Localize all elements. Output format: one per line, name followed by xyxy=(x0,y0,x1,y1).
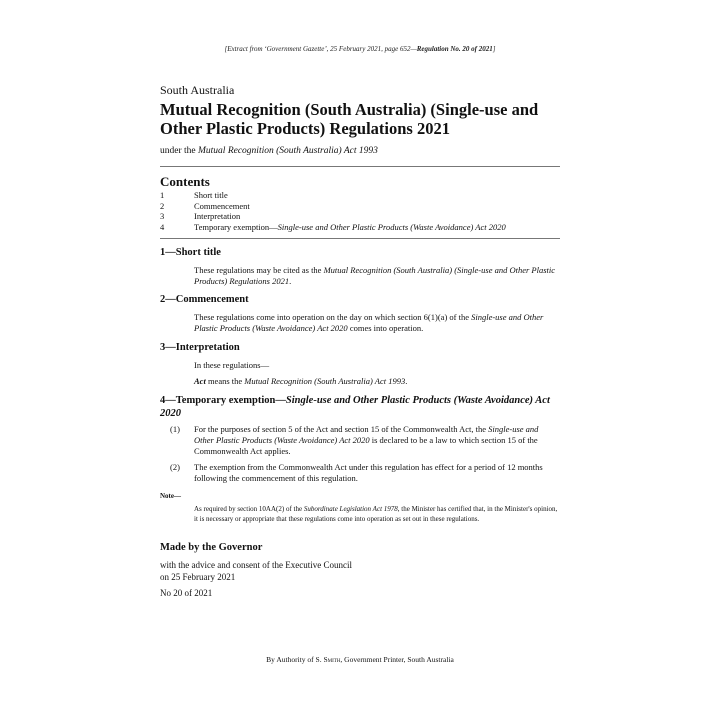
enabling-act-name: Mutual Recognition (South Australia) Act 1993 xyxy=(198,146,378,156)
toc-item-number: 1 xyxy=(160,190,165,200)
note-text: As required by section 10AA(2) of the Subordinate Legislation Act 1978, the Minister has certified that, in the Minister's opinion, it is necessary or appropriate that these regulations come into operation as set out in these regulations. xyxy=(194,505,558,523)
gazette-extract-header xyxy=(0,45,720,53)
toc-item-label: Temporary exemption—Single-use and Other Plastic Products (Waste Avoidance) Act 2020 xyxy=(194,221,506,232)
regulation-title: Mutual Recognition (South Australia) (Single-use and Other Plastic Products) Regulations 2021 xyxy=(160,100,539,138)
under-prefix: under the xyxy=(160,146,198,156)
subsection-text: For the purposes of section 5 of the Act and section 15 of the Commonwealth Act, the Single-use and Other Plastic Products (Waste Avoidance) Act 2020 is declared to be a law to which section 15 of the Commonwealth Act applies. xyxy=(194,424,539,456)
toc-item-label: Short title xyxy=(194,190,228,200)
toc-item-label: Interpretation xyxy=(194,211,241,221)
section-heading-interpretation: 3—Interpretation xyxy=(160,342,240,353)
contents-heading: Contents xyxy=(160,174,210,189)
subsection-number: (1) xyxy=(170,424,180,434)
definition-act: Act means the Mutual Recognition (South Australia) Act 1993. xyxy=(194,376,408,386)
toc-item[interactable] xyxy=(160,190,560,201)
extract-suffix: ] xyxy=(492,45,496,53)
subsection-number: (2) xyxy=(170,462,180,472)
made-line-advice: with the advice and consent of the Executive Council xyxy=(160,560,352,570)
note-label: Note— xyxy=(160,492,181,500)
toc-item[interactable] xyxy=(160,211,560,222)
divider-contents xyxy=(160,238,560,239)
extract-prefix: [Extract from ‘Government Gazette’, 25 February 2021, page 652— xyxy=(224,45,417,53)
enabling-act-line xyxy=(160,146,378,156)
toc-item[interactable] xyxy=(160,201,560,212)
section-3-intro: In these regulations— xyxy=(194,360,270,370)
section-heading-short-title: 1—Short title xyxy=(160,247,221,258)
toc-item-number: 2 xyxy=(160,200,165,211)
section-heading-commencement: 2—Commencement xyxy=(160,294,249,305)
section-1-text: These regulations may be cited as the Mutual Recognition (South Australia) (Single-use and Other Plastic Products) Regulations 2021. xyxy=(194,265,556,286)
subsection-text: The exemption from the Commonwealth Act under this regulation has effect for a period of 12 months following the commencement of this regulation. xyxy=(194,462,543,483)
jurisdiction: South Australia xyxy=(160,83,235,97)
toc-item-label: Commencement xyxy=(194,200,250,211)
divider-top xyxy=(160,166,560,167)
made-by-heading: Made by the Governor xyxy=(160,542,263,553)
table-of-contents xyxy=(160,190,560,232)
regulation-number: No 20 of 2021 xyxy=(160,588,213,598)
toc-item-number: 3 xyxy=(160,211,165,221)
toc-item-number: 4 xyxy=(160,221,165,232)
extract-regulation-number: Regulation No. 20 of 2021 xyxy=(416,45,493,53)
made-line-date: on 25 February 2021 xyxy=(160,572,236,582)
section-2-text: These regulations come into operation on the day on which section 6(1)(a) of the Single-use and Other Plastic Products (Waste Avoidance) Act 2020 comes into operation. xyxy=(194,312,544,333)
subsection-2 xyxy=(170,462,560,484)
subsection-1 xyxy=(170,424,560,457)
toc-item[interactable] xyxy=(160,222,560,233)
printer-footer: By Authority of S. Smith, Government Printer, South Australia xyxy=(266,655,454,664)
section-heading-temporary-exemption: 4—Temporary exemption—Single-use and Other Plastic Products (Waste Avoidance) Act 2020 xyxy=(160,395,550,419)
